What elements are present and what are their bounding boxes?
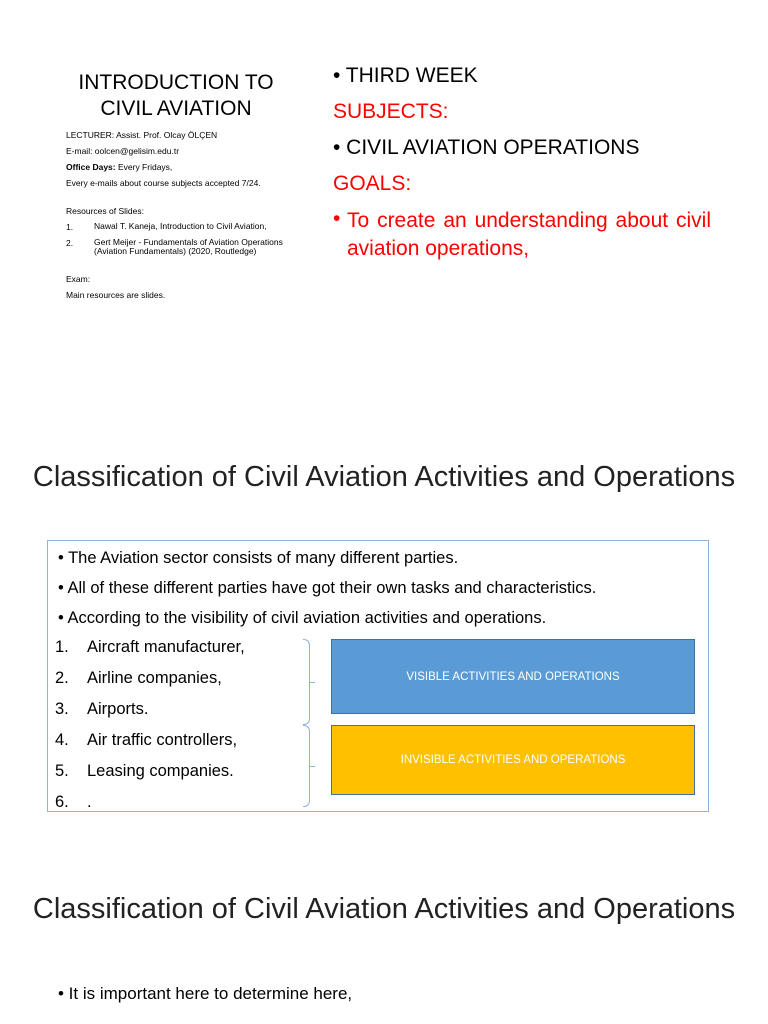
office-days: [66, 162, 316, 172]
resource-number: 1.: [66, 222, 74, 232]
item-number: 1.: [55, 638, 69, 656]
numbered-item: [55, 632, 245, 663]
resource-number: 2.: [66, 238, 74, 248]
item-text: Air traffic controllers,: [87, 731, 238, 749]
week-label: • THIRD WEEK: [333, 64, 478, 87]
slide-classification: [0, 440, 768, 830]
emails-note: Every e-mails about course subjects accepted 7/24.: [66, 178, 261, 188]
item-text: Airports.: [87, 700, 149, 718]
week-overview: [333, 63, 711, 263]
numbered-list: [55, 632, 245, 818]
resource-text: Gert Meijer - Fundamentals of Aviation Operations (Aviation Fundamentals) (2020, Routledge): [94, 237, 283, 256]
visible-activities-box: VISIBLE ACTIVITIES AND OPERATIONS: [331, 639, 695, 714]
bullet-list: [58, 543, 596, 633]
exam-label: Exam:: [66, 274, 91, 284]
item-text: Leasing companies.: [87, 762, 234, 780]
bullet-item: • The Aviation sector consists of many different parties.: [58, 549, 459, 567]
course-title: [70, 70, 282, 122]
slide-title: Classification of Civil Aviation Activities and Operations: [32, 461, 736, 493]
goals-label: GOALS:: [333, 172, 412, 195]
slide-intro: [0, 0, 768, 390]
numbered-item: [55, 663, 245, 694]
resources-list: [66, 222, 316, 256]
numbered-item: [55, 725, 245, 756]
item-text: Aircraft manufacturer,: [87, 638, 245, 656]
item-number: 6.: [55, 793, 69, 811]
course-title-line2: CIVIL AVIATION: [100, 97, 252, 120]
item-text: Airline companies,: [87, 669, 222, 687]
subjects-label: SUBJECTS:: [333, 100, 449, 123]
goal-text: To create an understanding about civil aviation operations,: [347, 209, 711, 260]
item-number: 3.: [55, 700, 69, 718]
goal-bullet: •: [333, 207, 341, 230]
content-box: [47, 540, 709, 812]
resource-text: Nawal T. Kaneja, Introduction to Civil Aviation,: [94, 221, 267, 231]
bullet-item: • According to the visibility of civil aviation activities and operations.: [58, 609, 547, 627]
lecturer-text: LECTURER: Assist. Prof. Olcay ÖLÇEN: [66, 130, 218, 140]
resources-heading: Resources of Slides:: [66, 206, 144, 216]
goal-item: [333, 207, 711, 263]
bullet-item: • It is important here to determine here,: [58, 984, 353, 1003]
numbered-item: [55, 787, 245, 818]
course-title-line1: INTRODUCTION TO: [78, 71, 274, 94]
course-info: [66, 130, 316, 306]
item-number: 2.: [55, 669, 69, 687]
main-resources-text: Main resources are slides.: [66, 290, 166, 300]
office-days-label: Office Days:: [66, 162, 116, 172]
invisible-group-bracket: [303, 725, 310, 807]
email-text: E-mail: oolcen@gelisim.edu.tr: [66, 146, 180, 156]
subject-item: • CIVIL AVIATION OPERATIONS: [333, 136, 640, 159]
item-number: 4.: [55, 731, 69, 749]
resource-item: [66, 222, 316, 232]
invisible-activities-box: INVISIBLE ACTIVITIES AND OPERATIONS: [331, 725, 695, 795]
item-text: .: [87, 793, 92, 811]
numbered-item: [55, 694, 245, 725]
visible-group-bracket: [303, 639, 310, 725]
numbered-item: [55, 756, 245, 787]
slide-classification-continued: [0, 878, 768, 1024]
slide-title: Classification of Civil Aviation Activities and Operations: [32, 893, 736, 925]
resource-item: [66, 238, 316, 256]
office-days-value: Every Fridays,: [115, 162, 173, 172]
bullet-item: • All of these different parties have got their own tasks and characteristics.: [58, 579, 597, 597]
item-number: 5.: [55, 762, 69, 780]
